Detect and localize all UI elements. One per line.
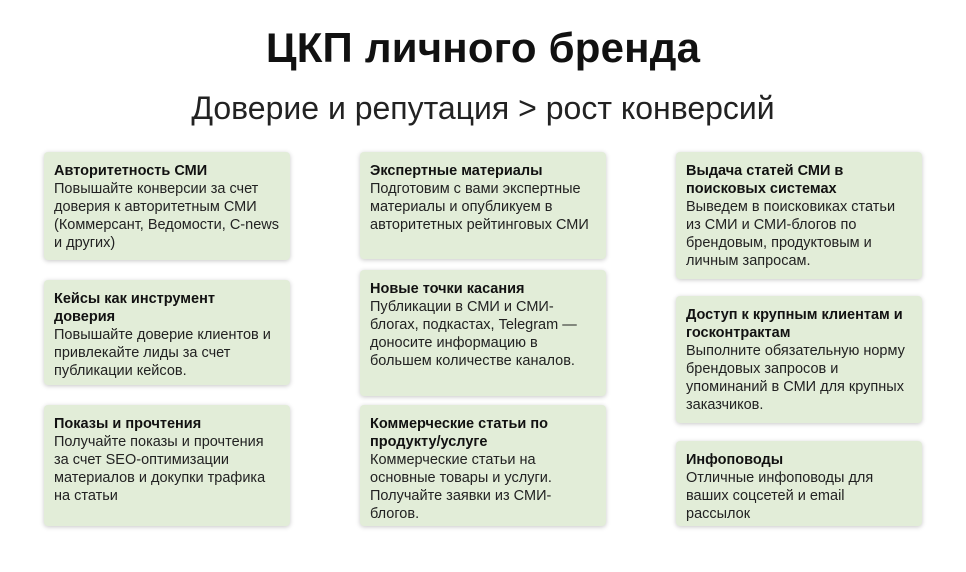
card-text: Подготовим с вами экспертные материалы и опубликуем в авторитетных рейтинговых СМИ bbox=[370, 181, 589, 233]
card-text: Выведем в поисковиках статьи из СМИ и СМИ-блогов по брендовым, продуктовым и личным запросам. bbox=[686, 199, 896, 269]
card-views-reads bbox=[44, 405, 290, 526]
card-title: Показы и прочтения bbox=[54, 416, 202, 432]
card-expert-materials bbox=[360, 152, 606, 259]
card-title: Кейсы как инструмент доверия bbox=[54, 291, 215, 325]
card-text: Повышайте конверсии за счет доверия к авторитетным СМИ (Коммерсант, Ведомости, C-news и других) bbox=[54, 181, 279, 251]
page-subtitle: Доверие и репутация > рост конверсий bbox=[191, 90, 775, 126]
card-title: Инфоповоды bbox=[686, 452, 784, 468]
card-title: Авторитетность СМИ bbox=[54, 163, 208, 179]
card-text: Коммерческие статьи на основные товары и услуги. Получайте заявки из СМИ-блогов. bbox=[370, 452, 552, 522]
card-large-clients bbox=[676, 296, 922, 423]
card-title: Новые точки касания bbox=[370, 281, 525, 297]
card-title: Выдача статей СМИ в поисковых системах bbox=[686, 163, 844, 197]
card-title: Коммерческие статьи по продукту/услуге bbox=[370, 416, 548, 450]
card-media-authority bbox=[44, 152, 290, 260]
card-text: Отличные инфоповоды для ваших соцсетей и email рассылок bbox=[686, 470, 874, 522]
card-commercial-articles bbox=[360, 405, 606, 526]
card-news-hooks bbox=[676, 441, 922, 526]
card-text: Выполните обязательную норму брендовых запросов и упоминаний в СМИ для крупных заказчиков. bbox=[686, 343, 905, 413]
card-text: Повышайте доверие клиентов и привлекайте лиды за счет публикации кейсов. bbox=[54, 327, 271, 379]
card-text: Получайте показы и прочтения за счет SEO-оптимизации материалов и докупки трафика на статьи bbox=[54, 434, 266, 504]
page-title: ЦКП личного бренда bbox=[265, 24, 701, 71]
card-title: Доступ к крупным клиентам и госконтрактам bbox=[686, 307, 903, 341]
card-search-results bbox=[676, 152, 922, 279]
card-text: Публикации в СМИ и СМИ-блогах, подкастах, Telegram — доносите информацию в большем количестве каналов. bbox=[370, 299, 577, 369]
card-case-studies bbox=[44, 280, 290, 385]
card-title: Экспертные материалы bbox=[370, 163, 543, 179]
card-touchpoints bbox=[360, 270, 606, 396]
